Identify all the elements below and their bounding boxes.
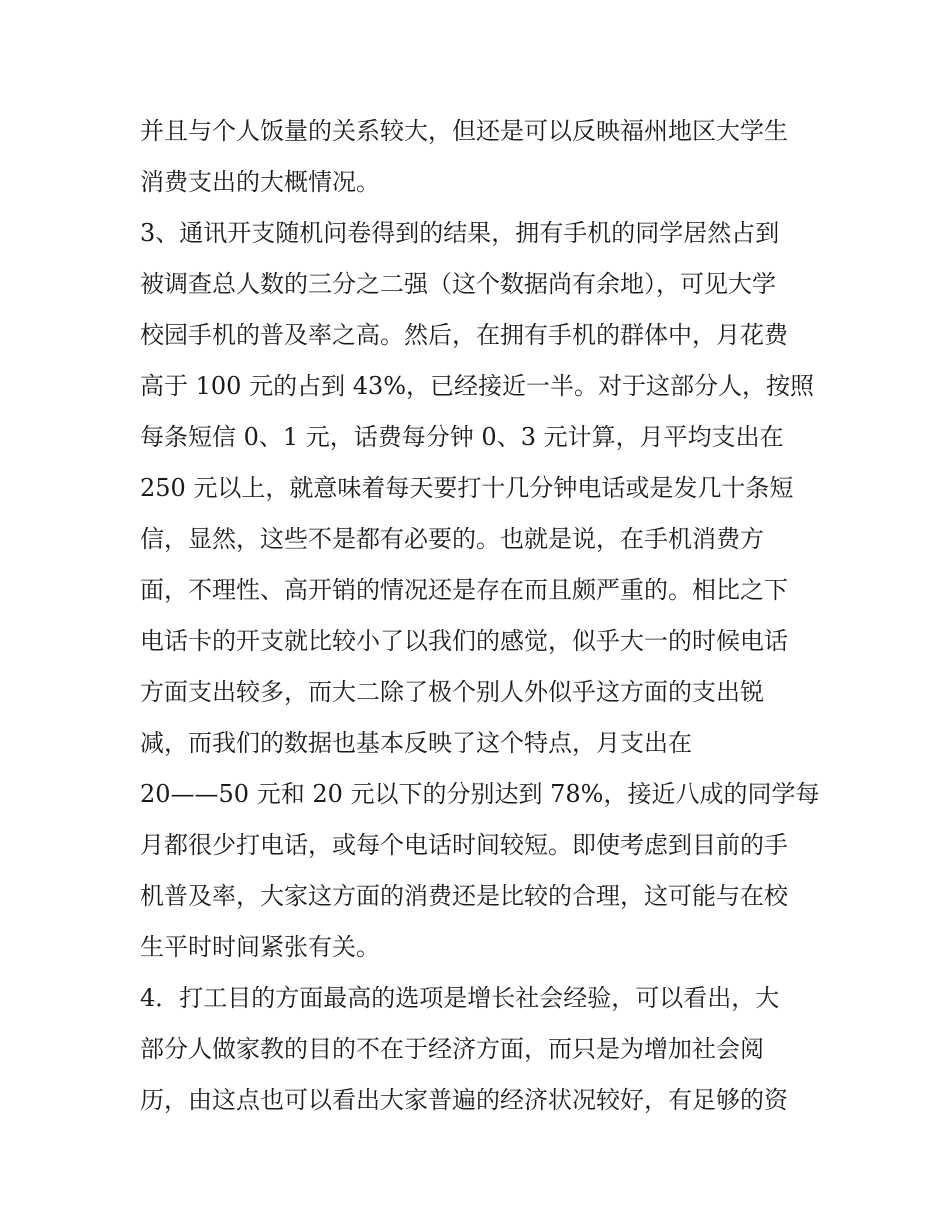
text-line: 信，显然，这些不是都有必要的。也就是说，在手机消费方 — [140, 525, 764, 553]
text-line: 面，不理性、高开销的情况还是存在而且颇严重的。相比之下 — [140, 576, 788, 604]
body-text — [140, 106, 830, 1126]
text-line: 被调查总人数的三分之二强（这个数据尚有余地），可见大学 — [140, 270, 776, 298]
text-line: 消费支出的大概情况。 — [140, 168, 380, 196]
text-line: 方面支出较多，而大二除了极个别人外似乎这方面的支出锐 — [140, 678, 764, 706]
text-line: 生平时时间紧张有关。 — [140, 933, 380, 961]
text-line: 校园手机的普及率之高。然后，在拥有手机的群体中，月花费 — [140, 321, 788, 349]
text-line: 250 元以上，就意味着每天要打十几分钟电话或是发几十条短 — [140, 474, 794, 502]
text-line: 每条短信 0、1 元，话费每分钟 0、3 元计算，月平均支出在 — [140, 423, 784, 451]
text-line: 高于 100 元的占到 43%，已经接近一半。对于这部分人，按照 — [140, 372, 815, 400]
text-line: 电话卡的开支就比较小了以我们的感觉，似乎大一的时候电话 — [140, 627, 788, 655]
text-line: 减，而我们的数据也基本反映了这个特点，月支出在 — [140, 729, 692, 757]
text-line: 4．打工目的方面最高的选项是增长社会经验，可以看出，大 — [140, 984, 780, 1012]
text-line: 历，由这点也可以看出大家普遍的经济状况较好，有足够的资 — [140, 1086, 788, 1114]
text-line: 机普及率，大家这方面的消费还是比较的合理，这可能与在校 — [140, 882, 788, 910]
text-line: 20——50 元和 20 元以下的分别达到 78%，接近八成的同学每 — [140, 780, 820, 808]
text-line: 月都很少打电话，或每个电话时间较短。即使考虑到目前的手 — [140, 831, 788, 859]
text-line: 部分人做家教的目的不在于经济方面，而只是为增加社会阅 — [140, 1035, 764, 1063]
text-line: 并且与个人饭量的关系较大，但还是可以反映福州地区大学生 — [140, 117, 788, 145]
text-line: 3、通讯开支随机问卷得到的结果，拥有手机的同学居然占到 — [140, 219, 780, 247]
